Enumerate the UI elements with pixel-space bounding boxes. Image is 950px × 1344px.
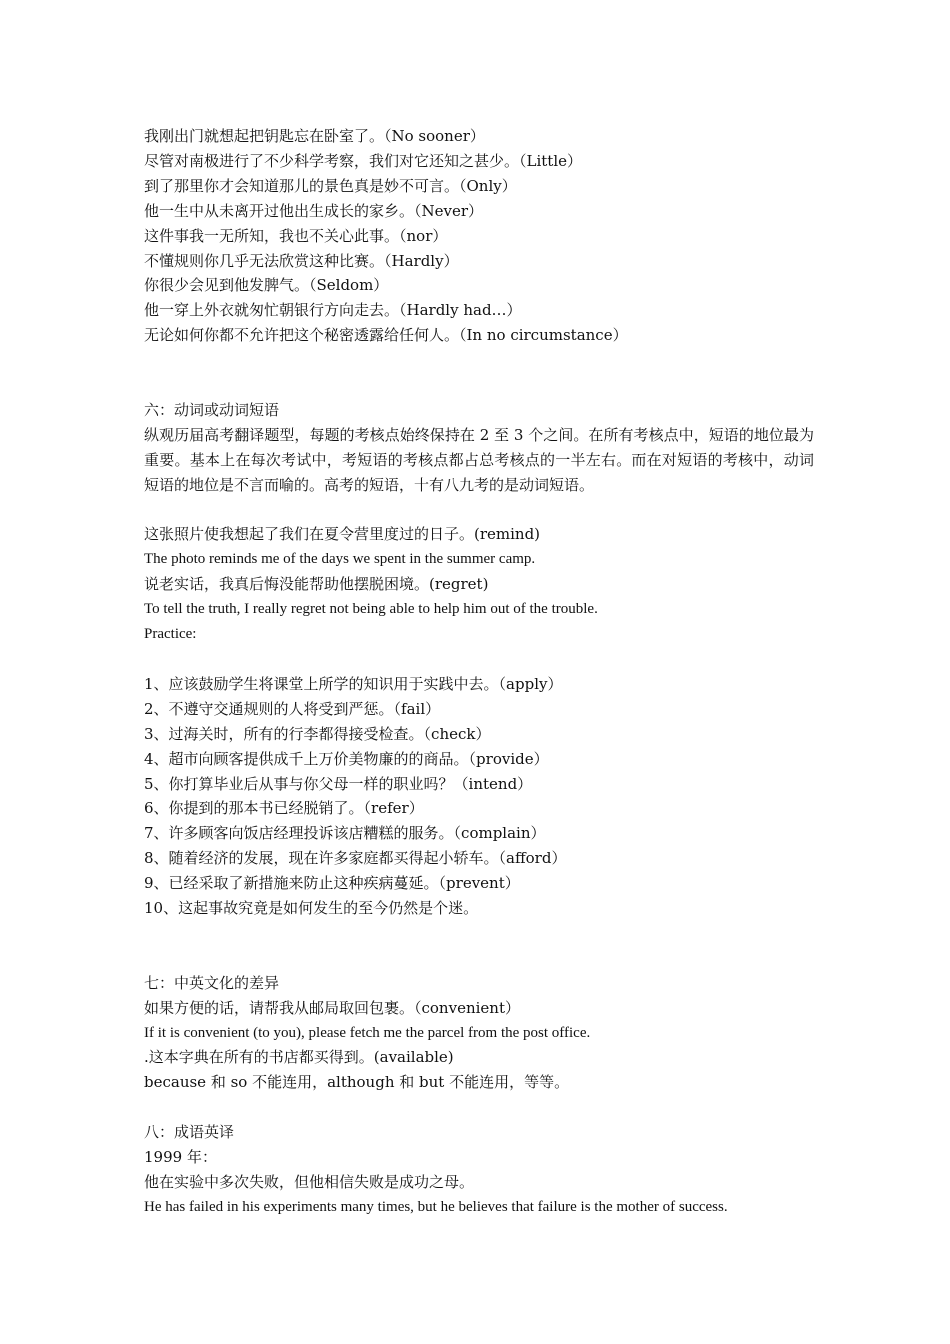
content-line: 如果方便的话，请帮我从邮局取回包裹。（convenient） [144, 998, 520, 1017]
content-line: because 和 so 不能连用，although 和 but 不能连用，等等。 [144, 1073, 570, 1092]
spacer [144, 1095, 814, 1120]
sentence-line: 这件事我一无所知，我也不关心此事。（nor） [144, 226, 448, 245]
practice-item: 8、随着经济的发展，现在许多家庭都买得起小轿车。（afford） [144, 849, 567, 868]
spacer [144, 647, 814, 672]
section-culture [144, 971, 814, 1096]
example-line: 这张照片使我想起了我们在夏令营里度过的日子。(remind) [144, 525, 541, 544]
content-line: He has failed in his experiments many times, but he believes that failure is the mother of success. [144, 1198, 728, 1215]
section-verb-phrases [144, 398, 814, 921]
example-line: To tell the truth, I really regret not being able to help him out of the trouble. [144, 601, 598, 618]
content-line: .这本字典在所有的书店都买得到。(available) [144, 1048, 454, 1067]
spacer [144, 348, 814, 373]
practice-item: 10、这起事故究竟是如何发生的至今仍然是个迷。 [144, 899, 479, 918]
inversion-list [144, 124, 814, 348]
practice-item: 9、已经采取了新措施来防止这种疾病蔓延。（prevent） [144, 874, 520, 893]
practice-item: 1、应该鼓励学生将课堂上所学的知识用于实践中去。（apply） [144, 674, 563, 693]
content-line: If it is convenient (to you), please fetch me the parcel from the post office. [144, 1024, 591, 1041]
document-body [144, 124, 814, 1220]
practice-item: 3、过海关时，所有的行李都得接受检查。（check） [144, 724, 491, 743]
spacer [144, 498, 814, 523]
practice-item: 4、超市向顾客提供成千上万价美物廉的的商品。（provide） [144, 749, 549, 768]
example-line: The photo reminds me of the days we spent in the summer camp. [144, 551, 536, 568]
spacer [144, 921, 814, 946]
sentence-line: 无论如何你都不允许把这个秘密透露给任何人。（In no circumstance） [144, 326, 628, 345]
section-intro: 纵观历届高考翻译题型，每题的考核点始终保持在 2 至 3 个之间。在所有考核点中，短语的地位最为重要。基本上在每次考试中，考短语的考核点都占总考核点的一半左右。而在对短语的考核中，动词短语的地位是不言而喻的。高考的短语，十有八九考的是动词短语。 [144, 425, 814, 494]
sentence-line: 你很少会见到他发脾气。（Seldom） [144, 276, 389, 295]
sentence-line: 他一生中从未离开过他出生成长的家乡。（Never） [144, 201, 484, 220]
section-heading: 七：中英文化的差异 [144, 973, 280, 992]
sentence-line: 到了那里你才会知道那儿的景色真是妙不可言。（Only） [144, 176, 517, 195]
content-line: 1999 年： [144, 1148, 217, 1167]
practice-item: 7、许多顾客向饭店经理投诉该店糟糕的服务。（complain） [144, 824, 546, 843]
sentence-line: 不懂规则你几乎无法欣赏这种比赛。（Hardly） [144, 251, 459, 270]
section-idioms [144, 1120, 814, 1220]
practice-label: Practice: [144, 626, 197, 643]
section-heading: 六：动词或动词短语 [144, 400, 280, 419]
spacer [144, 946, 814, 971]
sentence-line: 我刚出门就想起把钥匙忘在卧室了。（No sooner） [144, 127, 485, 145]
practice-item: 2、不遵守交通规则的人将受到严惩。（fail） [144, 699, 441, 718]
sentence-line: 尽管对南极进行了不少科学考察，我们对它还知之甚少。（Little） [144, 151, 582, 170]
practice-item: 6、你提到的那本书已经脱销了。（refer） [144, 799, 424, 818]
spacer [144, 373, 814, 398]
content-line: 他在实验中多次失败，但他相信失败是成功之母。 [144, 1172, 475, 1191]
practice-item: 5、你打算毕业后从事与你父母一样的职业吗？（intend） [144, 774, 533, 793]
section-heading: 八：成语英译 [144, 1123, 235, 1142]
sentence-line: 他一穿上外衣就匆忙朝银行方向走去。（Hardly had…） [144, 301, 522, 320]
example-line: 说老实话，我真后悔没能帮助他摆脱困境。(regret) [144, 575, 489, 594]
